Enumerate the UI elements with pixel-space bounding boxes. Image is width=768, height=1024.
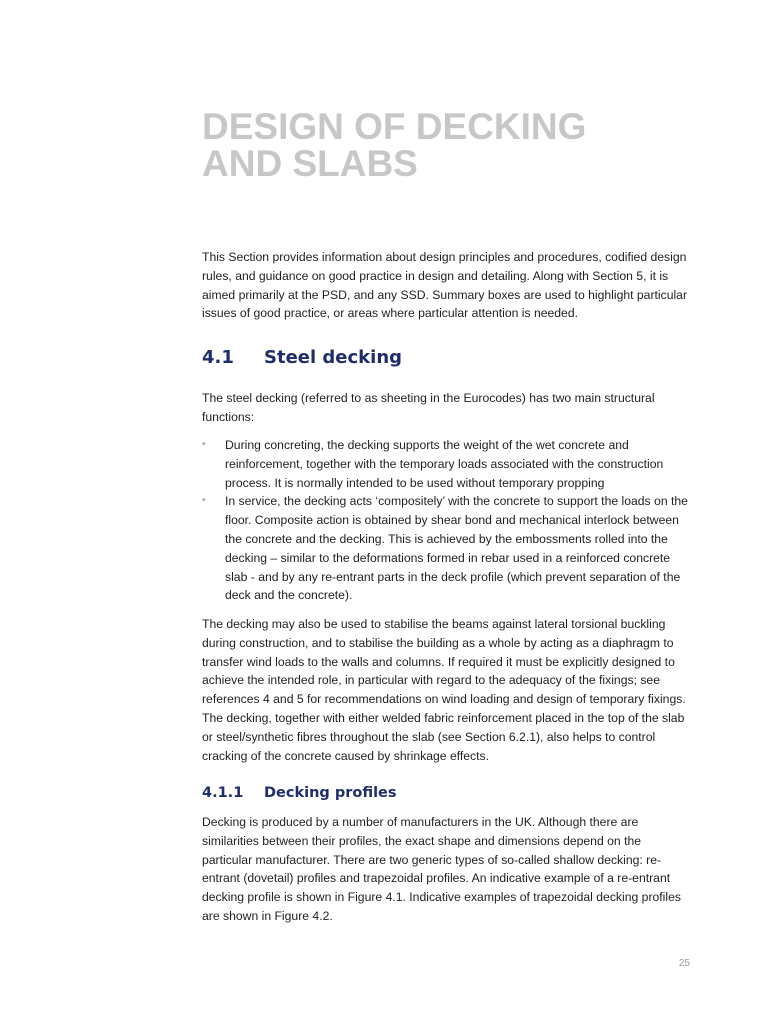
section-heading-4-1 — [202, 347, 402, 369]
subsection-number: 4.1.1 — [202, 785, 244, 801]
list-item — [202, 492, 690, 605]
intro-paragraph: This Section provides information about design principles and procedures, codified design rules, and guidance on good practice in design and detailing. Along with Section 5, it is aimed primarily at the PSD, and any SSD. Summary boxes are used to highlight particular issues of good practice, or areas where particular attention is needed. — [202, 250, 688, 321]
chapter-title-line-2: AND SLABS — [202, 143, 418, 184]
subsection-paragraph: Decking is produced by a number of manufacturers in the UK. Although there are similarities between their profiles, the exact shape and dimensions depend on the particular manufacturer. There are two generic types of so-called shallow decking: re-entrant (dovetail) profiles and trapezoidal profiles. An indicative example of a re-entrant decking profile is shown in Figure 4.1. Indicative examples of trapezoidal decking profiles are shown in Figure 4.2. — [202, 815, 681, 923]
subsection-title: Decking profiles — [264, 785, 397, 801]
subsection-heading-4-1-1 — [202, 784, 397, 802]
list-item — [202, 436, 690, 492]
section-number: 4.1 — [202, 347, 234, 368]
section-title: Steel decking — [264, 347, 403, 368]
bullet-text: In service, the decking acts ‘compositely’ with the concrete to support the loads on the floor. Composite action is obtained by shear bond and mechanical interlock between the concrete and the decking. This is achieved by the embossments rolled into the decking – similar to the deformations formed in rebar used in a reinforced concrete slab - and by any re-entrant parts in the deck profile (which prevent separation of the deck and the concrete). — [225, 494, 688, 603]
bullet-text: During concreting, the decking supports the weight of the wet concrete and reinforcement, together with the temporary loads associated with the construction process. It is normally intended to be used without temporary propping — [225, 438, 664, 490]
bullet-icon: • — [202, 495, 206, 507]
section-paragraph: The decking may also be used to stabilise the beams against lateral torsional buckling during construction, and to stabilise the building as a whole by acting as a diaphragm to transfer wind loads to the walls and columns. If required it must be explicitly designed to achieve the intended role, in particular with regard to the adequacy of the fixings; see references 4 and 5 for recommendations on wind loading and design of temporary fixings. The decking, together with either welded fabric reinforcement placed in the top of the slab or steel/synthetic fibres throughout the slab (see Section 6.2.1), also helps to control cracking of the concrete caused by shrinkage effects. — [202, 617, 686, 763]
bullet-list — [202, 436, 690, 605]
section-lead-paragraph: The steel decking (referred to as sheeting in the Eurocodes) has two main structural functions: — [202, 391, 655, 424]
chapter-title — [202, 108, 722, 182]
page-number: 25 — [678, 958, 690, 969]
chapter-title-line-1: DESIGN OF DECKING — [202, 106, 587, 147]
bullet-icon: • — [202, 439, 206, 450]
